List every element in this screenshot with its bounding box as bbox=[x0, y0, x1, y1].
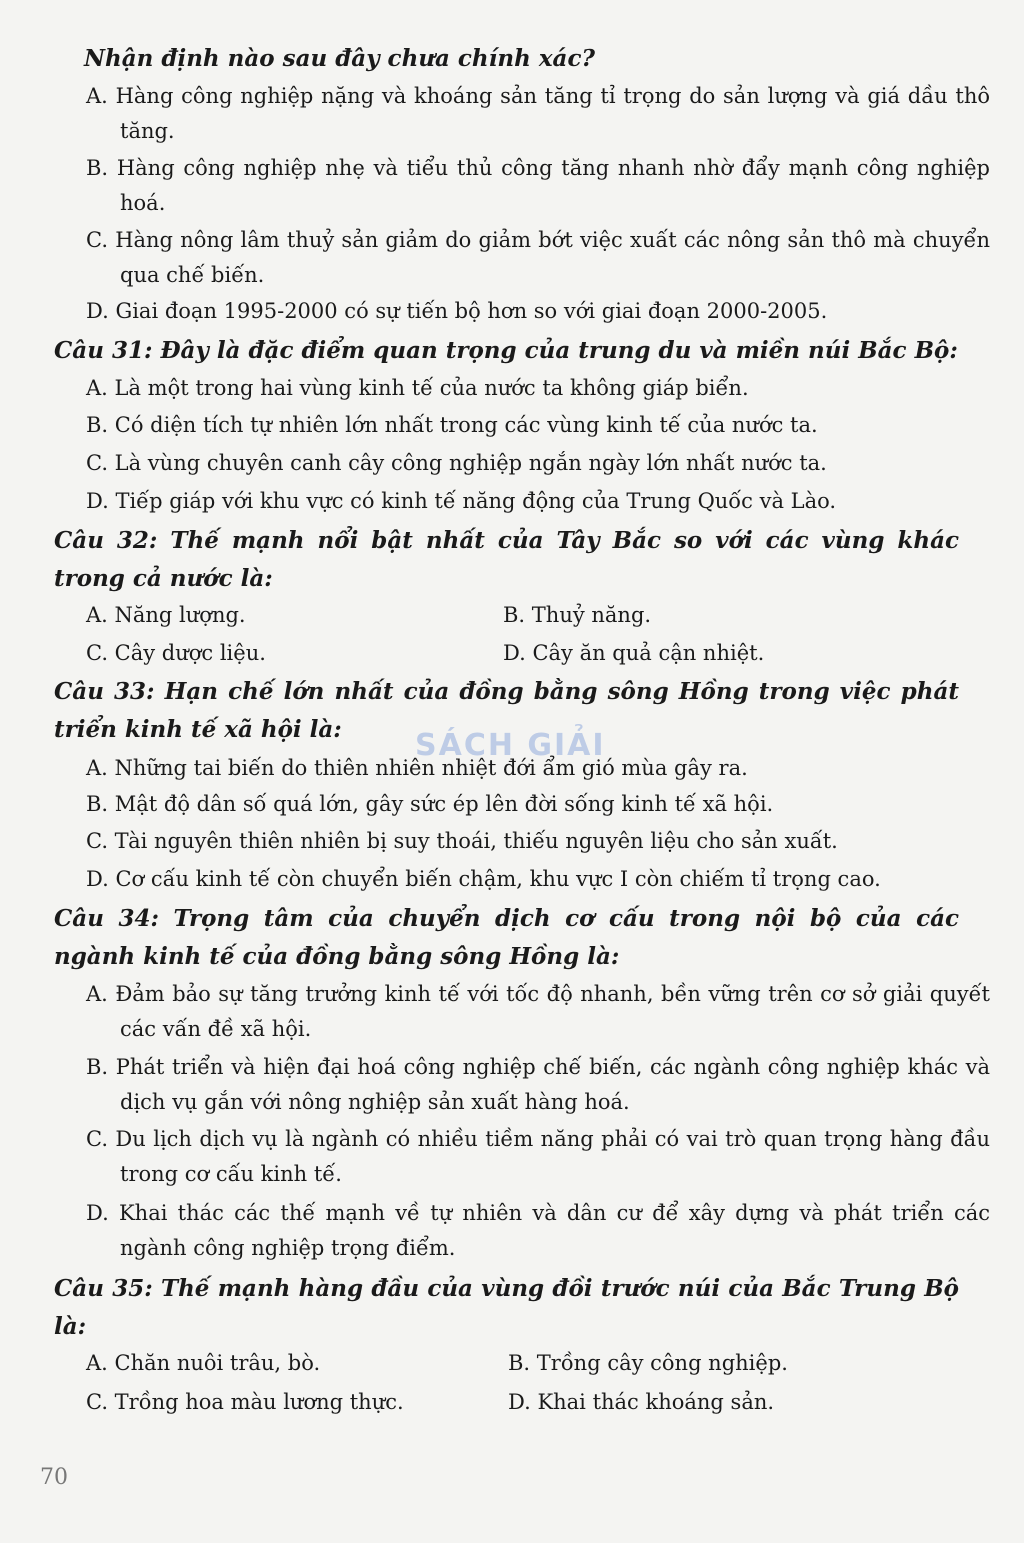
q31-option-c: C. Là vùng chuyên canh cây công nghiệp ngắn ngày lớn nhất nước ta. bbox=[86, 451, 827, 475]
q31-option-d: D. Tiếp giáp với khu vực có kinh tế năng động của Trung Quốc và Lào. bbox=[86, 489, 837, 513]
q33-option-c: C. Tài nguyên thiên nhiên bị suy thoái, thiếu nguyên liệu cho sản xuất. bbox=[86, 829, 838, 853]
q32-option-d: D. Cây ăn quả cận nhiệt. bbox=[503, 641, 765, 665]
question-35: Câu 35: Thế mạnh hàng đầu của vùng đồi trước núi của Bắc Trung Bộ là: bbox=[54, 1275, 959, 1340]
intro-option-d: D. Giai đoạn 1995-2000 có sự tiến bộ hơn so với giai đoạn 2000-2005. bbox=[86, 299, 828, 323]
q33-option-b: B. Mật độ dân số quá lớn, gây sức ép lên đời sống kinh tế xã hội. bbox=[86, 792, 774, 816]
q34-option-b: B. Phát triển và hiện đại hoá công nghiệp chế biến, các ngành công nghiệp khác và dịch vụ gắn với nông nghiệp sản xuất hàng hoá. bbox=[86, 1055, 990, 1114]
q35-option-a: A. Chăn nuôi trâu, bò. bbox=[86, 1351, 321, 1375]
q31-option-a: A. Là một trong hai vùng kinh tế của nước ta không giáp biển. bbox=[86, 376, 749, 400]
question-32: Câu 32: Thế mạnh nổi bật nhất của Tây Bắc so với các vùng khác trong cả nước là: bbox=[54, 527, 959, 592]
q32-option-b: B. Thuỷ năng. bbox=[503, 603, 652, 627]
q33-option-a: A. Những tai biến do thiên nhiên nhiệt đới ẩm gió mùa gây ra. bbox=[86, 756, 748, 780]
watermark: SÁCH GIẢI bbox=[415, 728, 606, 763]
q34-option-a: A. Đảm bảo sự tăng trưởng kinh tế với tốc độ nhanh, bền vững trên cơ sở giải quyết các vấn đề xã hội. bbox=[86, 982, 990, 1041]
intro-option-a: A. Hàng công nghiệp nặng và khoáng sản tăng tỉ trọng do sản lượng và giá dầu thô tăng. bbox=[86, 84, 990, 143]
q32-option-c: C. Cây dược liệu. bbox=[86, 641, 266, 665]
intro-question: Nhận định nào sau đây chưa chính xác? bbox=[84, 45, 595, 72]
intro-option-c: C. Hàng nông lâm thuỷ sản giảm do giảm bớt việc xuất các nông sản thô mà chuyển qua chế biến. bbox=[86, 228, 990, 287]
question-31: Câu 31: Đây là đặc điểm quan trọng của trung du và miền núi Bắc Bộ: bbox=[54, 337, 958, 364]
q35-option-c: C. Trồng hoa màu lương thực. bbox=[86, 1390, 404, 1414]
page-number: 70 bbox=[40, 1465, 68, 1490]
q34-option-c: C. Du lịch dịch vụ là ngành có nhiều tiềm năng phải có vai trò quan trọng hàng đầu trong cơ cấu kinh tế. bbox=[86, 1127, 990, 1186]
q35-option-b: B. Trồng cây công nghiệp. bbox=[508, 1351, 788, 1375]
intro-option-b: B. Hàng công nghiệp nhẹ và tiểu thủ công tăng nhanh nhờ đẩy mạnh công nghiệp hoá. bbox=[86, 156, 990, 215]
question-33: Câu 33: Hạn chế lớn nhất của đồng bằng sông Hồng trong việc phát triển kinh tế xã hội là: bbox=[54, 678, 959, 743]
q34-option-d: D. Khai thác các thế mạnh về tự nhiên và dân cư để xây dựng và phát triển các ngành công nghiệp trọng điểm. bbox=[86, 1201, 990, 1260]
q32-option-a: A. Năng lượng. bbox=[86, 603, 246, 627]
q31-option-b: B. Có diện tích tự nhiên lớn nhất trong các vùng kinh tế của nước ta. bbox=[86, 413, 818, 437]
question-34: Câu 34: Trọng tâm của chuyển dịch cơ cấu trong nội bộ của các ngành kinh tế của đồng bằng sông Hồng là: bbox=[54, 905, 959, 970]
q33-option-d: D. Cơ cấu kinh tế còn chuyển biến chậm, khu vực I còn chiếm tỉ trọng cao. bbox=[86, 867, 881, 891]
q35-option-d: D. Khai thác khoáng sản. bbox=[508, 1390, 775, 1414]
